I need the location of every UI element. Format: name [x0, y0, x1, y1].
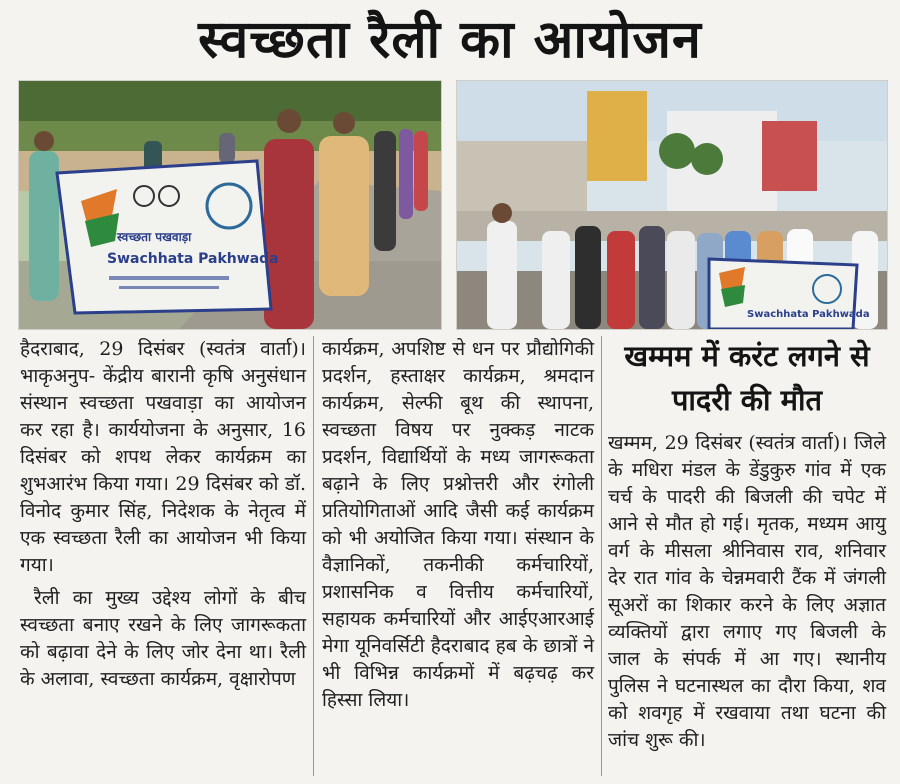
banner-hindi-text: स्वच्छता पखवाड़ा — [117, 230, 192, 244]
article-paragraph: खम्मम, 29 दिसंबर (स्वतंत्र वार्ता)। जिले के मधिरा मंडल के डेंडुकुरु गांव में एक चर्च के पादरी की बिजली की चपेट में आने से मौत हो गई। मृतक, मध्यम आयु वर्ग के मीसला श्रीनिवास राव, शनिवार देर रात गांव के चेन्नमवारी टैंक में जंगली सूअरों का शिकार करने के लिए अज्ञात व्यक्तियों द्वारा लगाए गए बिजली के जाल के संपर्क में आ गए। स्थानीय पुलिस ने घटनास्थल का दौरा किया, शव को शवगृह में रखवाया तथा घटना की जांच शुरू की। — [608, 432, 886, 751]
rally-photo-right — [456, 80, 888, 330]
column-divider — [601, 336, 602, 776]
page-headline: स्वच्छता रैली का आयोजन — [198, 10, 702, 70]
rally-photo-left — [18, 80, 442, 330]
article-paragraph: रैली का मुख्य उद्देश्य लोगों के बीच स्वच्छता बनाए रखने के लिए जागरूकता को बढ़ावा देने के लिए जोर देना था। रैली के अलावा, स्वच्छता कार्यक्रम, वृक्षारोपण — [20, 587, 306, 690]
article-paragraph: हैदराबाद, 29 दिसंबर (स्वतंत्र वार्ता)। भाकृअनुप- केंद्रीय बारानी कृषि अनुसंधान संस्थान स्वच्छता पखवाड़ा का आयोजन कर रहा है। कार्ययोजना के अनुसार, 16 दिसंबर को शपथ लेकर कार्यक्रम का शुभआरंभ किया गया। 29 दिसंबर को डॉ. विनोद कुमार सिंह, निदेशक के नेतृत्व में एक स्वच्छता रैली का आयोजन भी किया गया। — [20, 338, 306, 576]
banner-english-text-right: Swachhata Pakhwada — [747, 309, 870, 320]
article-column-1 — [20, 336, 306, 699]
article2-body — [608, 430, 886, 760]
banner-english-text: Swachhata Pakhwada — [107, 251, 279, 267]
article2-headline: खम्मम में करंट लगने से पादरी की मौत — [624, 339, 870, 417]
column-divider — [313, 336, 314, 776]
article-paragraph: कार्यक्रम, अपशिष्ट से धन पर प्रौद्योगिकी प्रदर्शन, हस्ताक्षर कार्यक्रम, श्रमदान कार्यक्रम, सेल्फी बूथ की स्थापना, स्वच्छता विषय पर नुक्कड़ नाटक प्रदर्शन, विद्यार्थियों के मध्य जागरूकता बढ़ाने के लिए प्रश्नोत्तरी और रंगोली प्रतियोगिताओं आदि जैसी कई कार्यक्रम को भी अयोजित किया गया। संस्थान के वैज्ञानिकों, तकनीकी कर्मचारियों, प्रशासनिक व वित्तीय कर्मचारियों, सहायक कर्मचारियों और आईएआरआई मेगा यूनिवर्सिटी हैदराबाद हब के छात्रों ने भी विभिन्न कार्यक्रमों में बढ़चढ़ कर हिस्सा लिया। — [322, 338, 594, 711]
article-column-2 — [322, 336, 594, 720]
